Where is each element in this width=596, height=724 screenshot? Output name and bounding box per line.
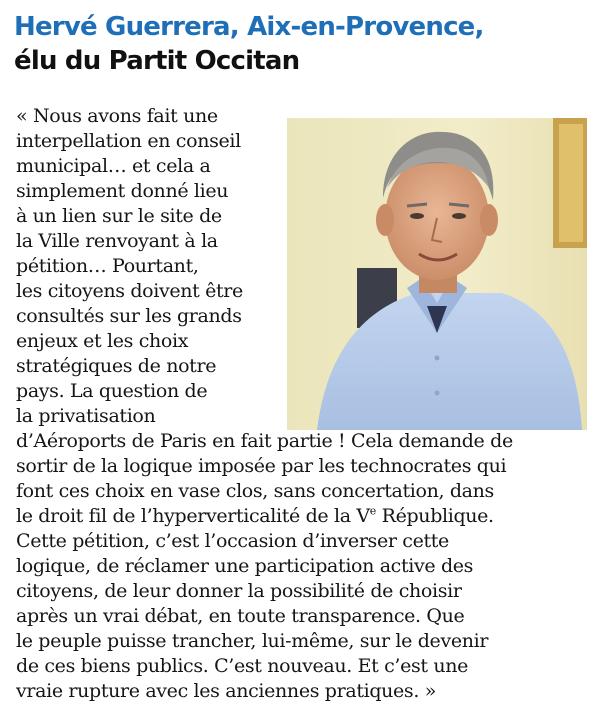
quote-line-tail: République. xyxy=(375,505,494,527)
quote-line: à un lien sur le site de xyxy=(16,205,222,227)
quote-line: interpellation en conseil xyxy=(16,130,241,152)
quote-line-text: le droit fil de l’hyperverticalité de la V xyxy=(16,505,370,527)
quote-line: de ces biens publics. C’est nouveau. Et c’est une xyxy=(16,655,469,677)
quote-line: enjeux et les choix xyxy=(16,330,189,352)
portrait-photo xyxy=(287,118,587,430)
quote-line: logique, de réclamer une participation active des xyxy=(16,555,474,577)
quote-line: vraie rupture avec les anciennes pratiques. » xyxy=(16,680,436,702)
quote-line: le peuple puisse trancher, lui-même, sur le devenir xyxy=(16,630,489,652)
quote-line: citoyens, de leur donner la possibilité de choisir xyxy=(16,580,462,602)
heading-name-city: Hervé Guerrera, Aix-en-Provence, xyxy=(14,12,484,42)
quote-line: stratégiques de notre xyxy=(16,355,217,377)
quote-line: simplement donné lieu xyxy=(16,180,229,202)
quote-line: pays. La question de xyxy=(16,380,208,402)
quote-line: la Ville renvoyant à la xyxy=(16,230,218,252)
quote-line: font ces choix en vase clos, sans concertation, dans xyxy=(16,480,494,502)
quote-line: d’Aéroports de Paris en fait partie ! Cela demande de xyxy=(16,430,513,452)
quote-line: pétition… Pourtant, xyxy=(16,255,199,277)
quote-line: consultés sur les grands xyxy=(16,305,242,327)
quote-line: après un vrai débat, en toute transparence. Que xyxy=(16,605,465,627)
heading-role: élu du Partit Occitan xyxy=(14,46,300,76)
quote-line-fifth-republic xyxy=(16,503,494,529)
article-heading xyxy=(14,10,594,78)
quote-line: les citoyens doivent être xyxy=(16,280,243,302)
quote-line: municipal… et cela a xyxy=(16,155,211,177)
quote-line: sortir de la logique imposée par les technocrates qui xyxy=(16,455,507,477)
quote-line: « Nous avons fait une xyxy=(16,105,218,127)
superscript-e: e xyxy=(369,504,376,518)
quote-line: Cette pétition, c’est l’occasion d’inverser cette xyxy=(16,530,449,552)
quote-line: la privatisation xyxy=(16,405,156,427)
